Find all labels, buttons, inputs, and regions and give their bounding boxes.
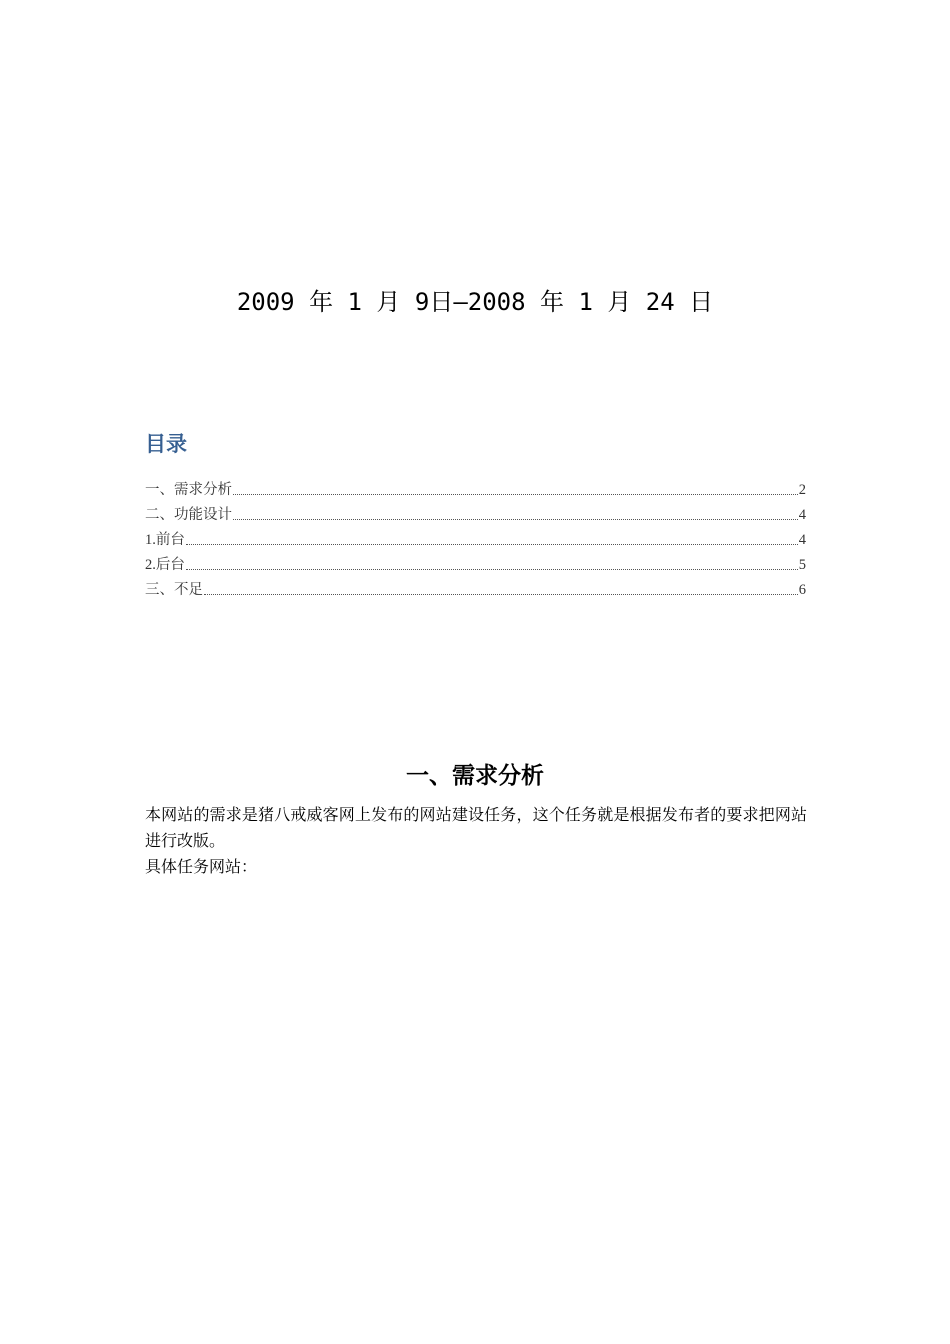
toc-entry-page: 5 [798, 557, 806, 573]
toc-heading: 目录 [145, 432, 187, 456]
toc-entry-page: 4 [798, 532, 806, 548]
toc-entry[interactable] [145, 499, 806, 524]
toc-entry[interactable] [145, 549, 806, 574]
toc-entry-page: 4 [798, 507, 806, 523]
toc-leader-dots [233, 493, 798, 495]
toc-entry-page: 2 [798, 482, 806, 498]
toc-entry[interactable] [145, 474, 806, 499]
toc-leader-dots [204, 593, 798, 595]
body-paragraph: 本网站的需求是猪八戒威客网上发布的网站建设任务，这个任务就是根据发布者的要求把网站进行改版。 [145, 805, 807, 850]
toc-entry-label: 1.前台 [145, 532, 185, 548]
toc-entry-label: 一、需求分析 [145, 482, 232, 498]
toc-entry-label: 三、不足 [145, 582, 203, 598]
section-body [145, 802, 807, 880]
table-of-contents [145, 474, 806, 599]
toc-entry-label: 二、功能设计 [145, 507, 232, 523]
date-range-heading: 2009 年 1 月 9日—2008 年 1 月 24 日 [236, 288, 714, 316]
toc-entry-label: 2.后台 [145, 557, 185, 573]
toc-entry-page: 6 [798, 582, 806, 598]
body-paragraph: 具体任务网站： [145, 857, 258, 876]
toc-entry[interactable] [145, 574, 806, 599]
toc-leader-dots [233, 518, 798, 520]
section-title: 一、需求分析 [406, 763, 544, 789]
toc-leader-dots [186, 543, 798, 545]
toc-leader-dots [186, 568, 798, 570]
toc-entry[interactable] [145, 524, 806, 549]
